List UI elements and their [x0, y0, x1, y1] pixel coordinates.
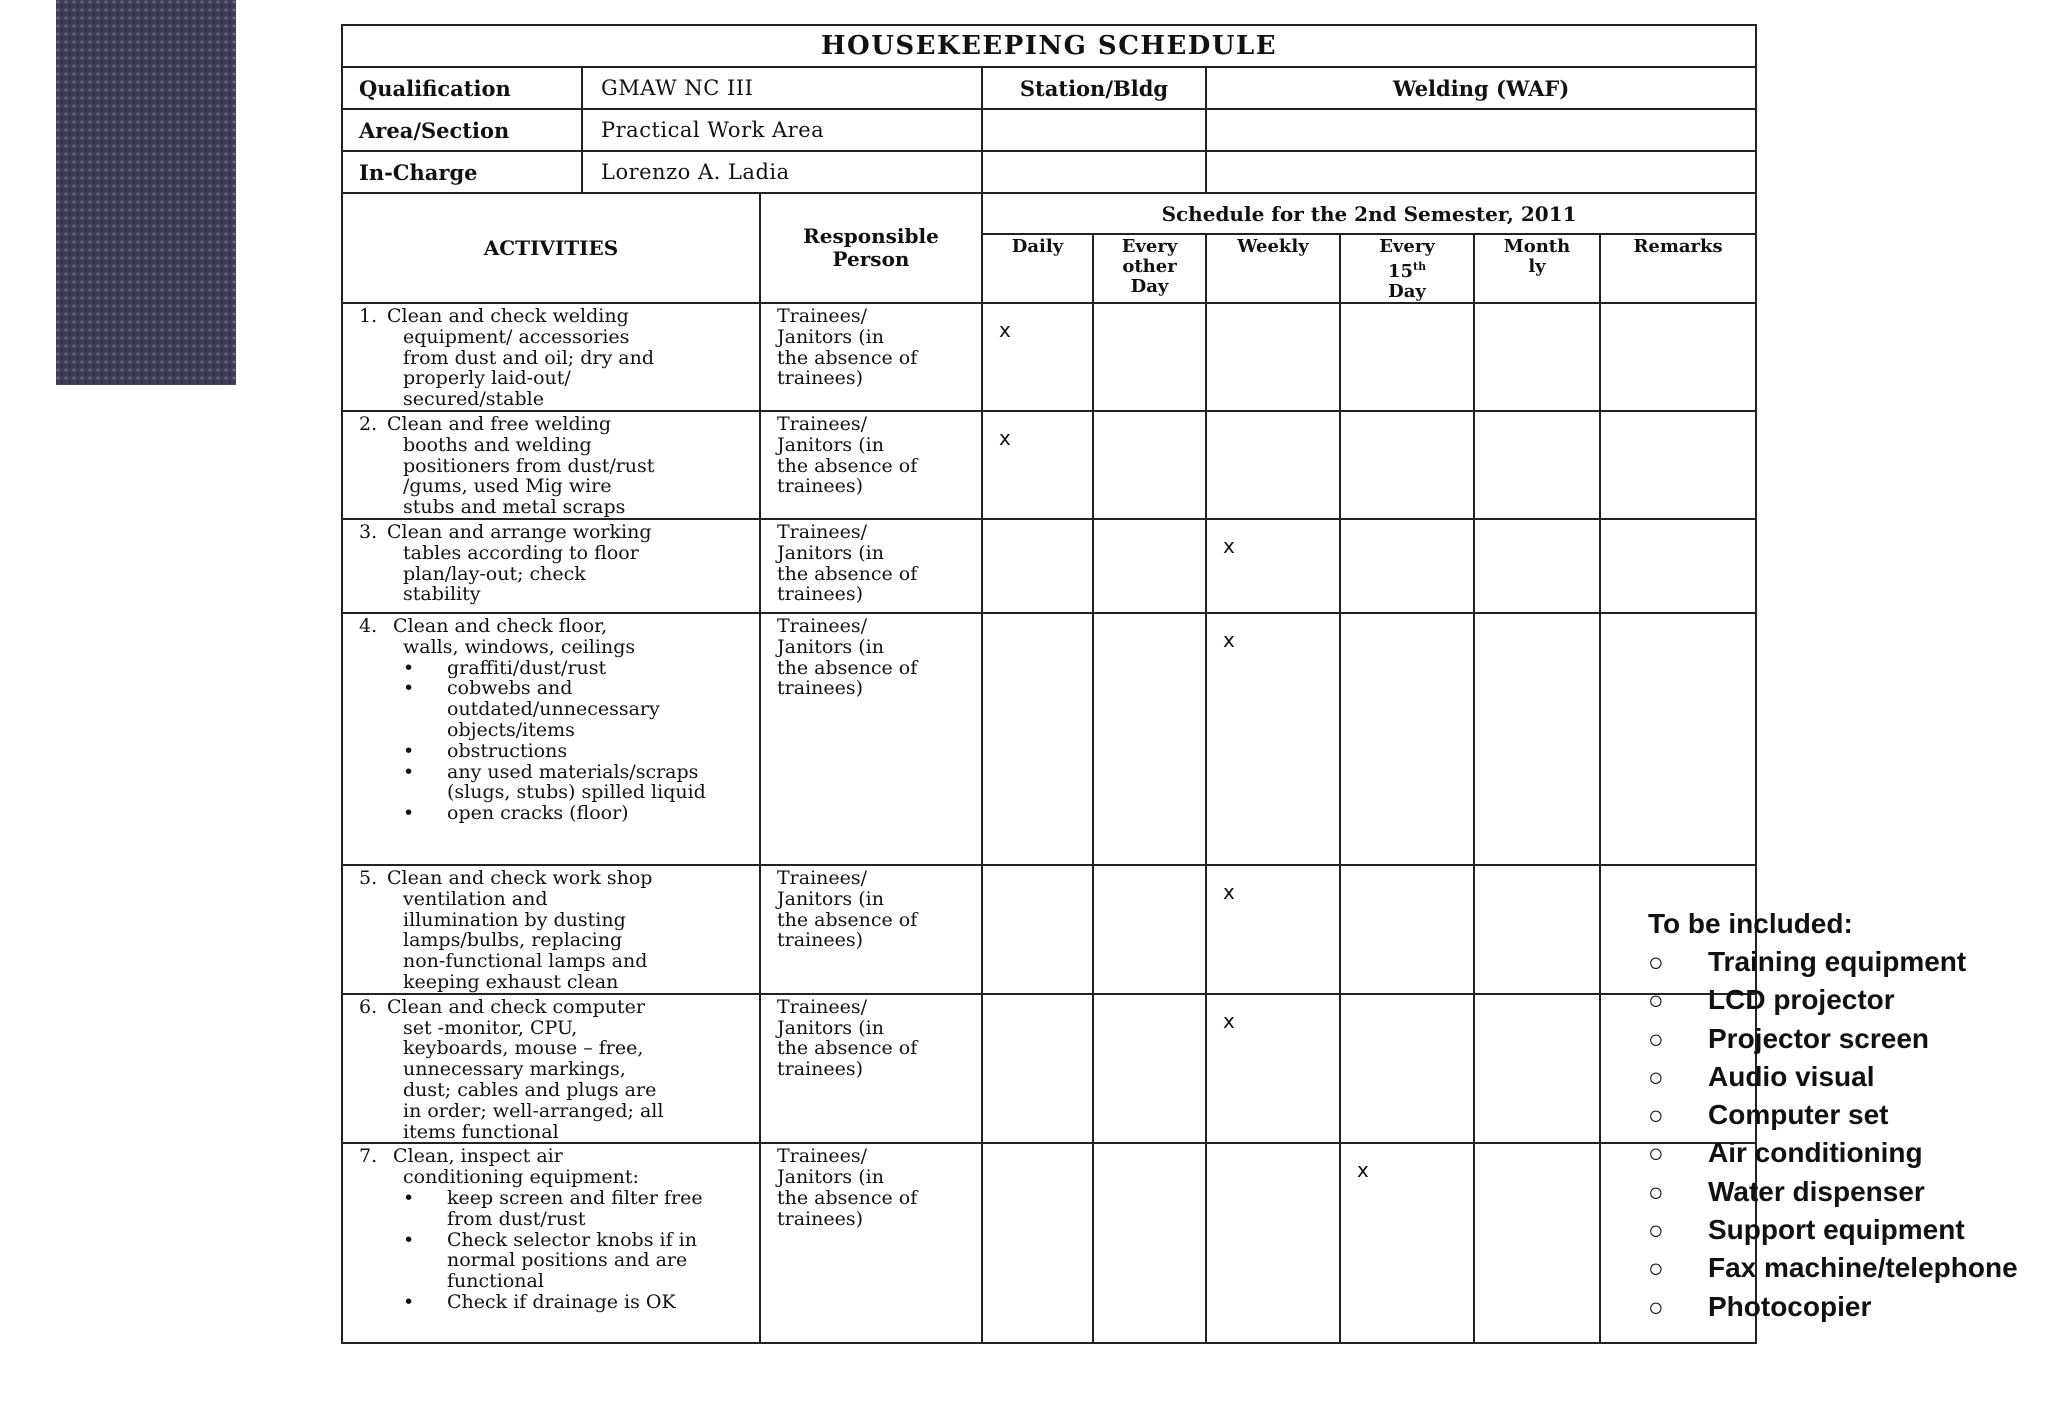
activity-line: /gums, used Mig wire	[403, 475, 612, 498]
frequency-cell	[1600, 519, 1756, 613]
responsible-line: trainees)	[777, 367, 864, 390]
activity-line: illumination by dusting	[403, 908, 626, 931]
responsible-line: trainees)	[777, 929, 864, 952]
activity-line: keyboards, mouse – free,	[403, 1037, 644, 1060]
activity-cell	[342, 865, 760, 994]
responsible-cell	[760, 865, 982, 994]
activity-first-line: Clean and check welding	[387, 305, 629, 327]
table-row	[342, 994, 1756, 1144]
responsible-header-line1: Responsible	[803, 224, 939, 248]
activity-bullet: • open cracks (floor)	[447, 803, 753, 824]
note-item-label: Photocopier	[1708, 1290, 1872, 1322]
frequency-cell	[1474, 613, 1600, 865]
responsible-line: the absence of	[777, 656, 918, 679]
note-item-label: Projector screen	[1708, 1022, 1929, 1054]
activity-bullet: • keep screen and filter free from dust/rust	[447, 1188, 753, 1230]
frequency-mark: x	[1223, 627, 1235, 652]
frequency-cell	[1340, 994, 1474, 1144]
responsible-line: the absence of	[777, 454, 918, 477]
responsible-cell	[760, 303, 982, 411]
remarks-header: Remarks	[1600, 234, 1756, 303]
circle-bullet-icon: ○	[1648, 1215, 1664, 1246]
table-row	[342, 1143, 1756, 1343]
activity-number: 4.	[359, 614, 378, 637]
responsible-line: Trainees/	[777, 520, 868, 543]
note-item-label: Audio visual	[1708, 1060, 1875, 1092]
activity-bullet: • graffiti/dust/rust	[447, 658, 753, 679]
activity-bullet: • any used materials/scraps (slugs, stubs) spilled liquid	[447, 762, 753, 804]
frequency-cell	[1206, 519, 1340, 613]
frequency-cell	[1474, 865, 1600, 994]
activity-cell	[342, 411, 760, 519]
responsible-line: Trainees/	[777, 614, 868, 637]
note-item-label: Fax machine/telephone	[1708, 1252, 2018, 1284]
responsible-line: the absence of	[777, 1186, 918, 1209]
schedule-header: Schedule for the 2nd Semester, 2011	[982, 193, 1756, 234]
responsible-line: trainees)	[777, 1058, 864, 1081]
activity-line: stability	[403, 583, 481, 606]
note-item	[1648, 1096, 2018, 1134]
every15-l3: Day	[1388, 281, 1426, 302]
responsible-line: the absence of	[777, 346, 918, 369]
frequency-cell	[1474, 994, 1600, 1144]
activity-line: from dust and oil; dry and	[403, 346, 654, 369]
activity-cell	[342, 994, 760, 1144]
frequency-mark: x	[1357, 1158, 1369, 1183]
activity-bullet: • Check if drainage is OK	[447, 1292, 753, 1313]
frequency-cell	[982, 411, 1093, 519]
activity-line: unnecessary markings,	[403, 1058, 626, 1081]
housekeeping-schedule-table	[341, 24, 1757, 1344]
incharge-value: Lorenzo A. Ladia	[582, 151, 982, 193]
frequency-cell	[1340, 519, 1474, 613]
activity-bullet: • obstructions	[447, 741, 753, 762]
circle-bullet-icon: ○	[1648, 1138, 1664, 1169]
frequency-cell	[982, 303, 1093, 411]
responsible-line: trainees)	[777, 1207, 864, 1230]
responsible-line: Trainees/	[777, 866, 868, 889]
circle-bullet-icon: ○	[1648, 985, 1664, 1016]
table-row	[342, 613, 1756, 865]
activity-line: walls, windows, ceilings	[403, 635, 636, 658]
frequency-cell	[1474, 519, 1600, 613]
responsible-line: Trainees/	[777, 305, 868, 327]
activity-line: items functional	[403, 1120, 559, 1143]
frequency-cell	[1093, 519, 1206, 613]
note-list	[1648, 943, 2018, 1326]
frequency-mark: x	[1223, 533, 1235, 558]
activity-bullet: • Check selector knobs if in normal positions and are functional	[447, 1230, 753, 1292]
station-value: Welding (WAF)	[1206, 67, 1756, 109]
weekly-header: Weekly	[1206, 234, 1340, 303]
monthly-header	[1474, 234, 1600, 303]
frequency-cell	[1340, 411, 1474, 519]
frequency-cell	[1093, 1143, 1206, 1343]
frequency-cell	[1340, 303, 1474, 411]
activity-number: 7.	[359, 1145, 378, 1168]
activity-first-line: Clean and check work shop	[387, 866, 653, 889]
circle-bullet-icon: ○	[1648, 1023, 1664, 1054]
area-station-blank	[982, 109, 1206, 151]
activity-first-line: Clean, inspect air	[387, 1145, 563, 1168]
activity-first-line: Clean and arrange working	[387, 520, 652, 543]
activity-line: booths and welding	[403, 433, 592, 456]
area-value: Practical Work Area	[582, 109, 982, 151]
activity-number: 6.	[359, 995, 378, 1018]
note-item	[1648, 1288, 2018, 1326]
activity-cell	[342, 613, 760, 865]
incharge-station-blank	[982, 151, 1206, 193]
activity-line: lamps/bulbs, replacing	[403, 929, 623, 952]
responsible-person-header	[760, 193, 982, 303]
activity-rows	[342, 303, 1756, 1343]
responsible-cell	[760, 994, 982, 1144]
frequency-cell	[1340, 1143, 1474, 1343]
frequency-cell	[1093, 303, 1206, 411]
area-label: Area/Section	[342, 109, 582, 151]
responsible-line: Trainees/	[777, 1145, 868, 1168]
to-be-included-note	[1648, 905, 2018, 1326]
note-item	[1648, 1249, 2018, 1287]
responsible-line: trainees)	[777, 677, 864, 700]
responsible-line: trainees)	[777, 583, 864, 606]
frequency-mark: x	[999, 425, 1011, 450]
every15-l1: Every	[1379, 236, 1435, 257]
note-item	[1648, 943, 2018, 981]
frequency-cell	[1093, 994, 1206, 1144]
activity-number: 1.	[359, 305, 378, 327]
frequency-cell	[982, 1143, 1093, 1343]
frequency-cell	[1093, 613, 1206, 865]
frequency-mark: x	[1223, 1008, 1235, 1033]
activity-line: positioners from dust/rust	[403, 454, 655, 477]
activity-bullets	[359, 658, 753, 824]
every15-sup: th	[1412, 260, 1427, 273]
responsible-line: Janitors (in	[777, 1166, 884, 1189]
note-item	[1648, 1020, 2018, 1058]
responsible-line: the absence of	[777, 562, 918, 585]
frequency-cell	[982, 865, 1093, 994]
frequency-cell	[1206, 865, 1340, 994]
station-label: Station/Bldg	[982, 67, 1206, 109]
note-item-label: Water dispenser	[1708, 1175, 1925, 1207]
responsible-cell	[760, 613, 982, 865]
monthly-l2: ly	[1528, 256, 1546, 277]
schedule-title: HOUSEKEEPING SCHEDULE	[342, 25, 1756, 67]
note-item-label: Air conditioning	[1708, 1137, 1923, 1169]
every-15th-day-header	[1340, 234, 1474, 303]
note-item-label: LCD projector	[1708, 984, 1895, 1016]
activity-line: secured/stable	[403, 388, 544, 411]
table-row	[342, 519, 1756, 613]
area-station-value-blank	[1206, 109, 1756, 151]
note-item	[1648, 1211, 2018, 1249]
circle-bullet-icon: ○	[1648, 1176, 1664, 1207]
responsible-line: Janitors (in	[777, 433, 884, 456]
activity-number: 2.	[359, 412, 378, 435]
table-row	[342, 411, 1756, 519]
responsible-line: trainees)	[777, 475, 864, 498]
every-other-l1: Every	[1121, 236, 1178, 257]
frequency-cell	[1600, 411, 1756, 519]
responsible-cell	[760, 411, 982, 519]
circle-bullet-icon: ○	[1648, 1061, 1664, 1092]
responsible-line: Janitors (in	[777, 635, 884, 658]
activity-bullets	[359, 1188, 753, 1313]
responsible-line: Trainees/	[777, 995, 868, 1018]
every-other-l2: other	[1122, 256, 1177, 277]
activity-line: dust; cables and plugs are	[403, 1078, 657, 1101]
frequency-cell	[1206, 994, 1340, 1144]
frequency-cell	[1340, 865, 1474, 994]
activity-line: tables according to floor	[403, 541, 639, 564]
activity-line: plan/lay-out; check	[403, 562, 586, 585]
activity-number: 5.	[359, 866, 378, 889]
frequency-cell	[982, 994, 1093, 1144]
circle-bullet-icon: ○	[1648, 1100, 1664, 1131]
responsible-line: Janitors (in	[777, 541, 884, 564]
frequency-cell	[1093, 865, 1206, 994]
activities-header: ACTIVITIES	[342, 193, 760, 303]
responsible-line: Janitors (in	[777, 325, 884, 348]
frequency-cell	[982, 613, 1093, 865]
monthly-l1: Month	[1503, 236, 1571, 257]
note-item	[1648, 1058, 2018, 1096]
note-item-label: Support equipment	[1708, 1214, 1965, 1246]
activity-line: set -monitor, CPU,	[403, 1016, 578, 1039]
activity-number: 3.	[359, 520, 378, 543]
activity-line: equipment/ accessories	[403, 325, 630, 348]
incharge-label: In-Charge	[342, 151, 582, 193]
responsible-line: Trainees/	[777, 412, 868, 435]
responsible-cell	[760, 519, 982, 613]
note-item	[1648, 1134, 2018, 1172]
frequency-cell	[1474, 1143, 1600, 1343]
activity-first-line: Clean and free welding	[387, 412, 612, 435]
activity-cell	[342, 1143, 760, 1343]
qualification-value: GMAW NC III	[582, 67, 982, 109]
incharge-station-value-blank	[1206, 151, 1756, 193]
decorative-pattern-strip	[56, 0, 236, 385]
responsible-line: the absence of	[777, 908, 918, 931]
frequency-cell	[1600, 613, 1756, 865]
note-heading: To be included:	[1648, 908, 1853, 939]
frequency-cell	[1206, 303, 1340, 411]
responsible-header-line2: Person	[832, 247, 910, 271]
frequency-cell	[1206, 613, 1340, 865]
activity-line: keeping exhaust clean	[403, 970, 619, 993]
table-row	[342, 303, 1756, 411]
activity-line: stubs and metal scraps	[403, 496, 626, 519]
frequency-cell	[1093, 411, 1206, 519]
activity-first-line: Clean and check floor,	[387, 614, 608, 637]
responsible-line: Janitors (in	[777, 1016, 884, 1039]
responsible-line: Janitors (in	[777, 887, 884, 910]
note-item	[1648, 981, 2018, 1019]
every-other-l3: Day	[1130, 276, 1169, 297]
frequency-cell	[1474, 303, 1600, 411]
frequency-cell	[1474, 411, 1600, 519]
frequency-cell	[1600, 303, 1756, 411]
every-other-day-header	[1093, 234, 1206, 303]
circle-bullet-icon: ○	[1648, 947, 1664, 977]
activity-first-line: Clean and check computer	[387, 995, 646, 1018]
frequency-mark: x	[999, 318, 1011, 342]
table-row	[342, 865, 1756, 994]
activity-cell	[342, 303, 760, 411]
note-item-label: Computer set	[1708, 1099, 1889, 1131]
frequency-cell	[1206, 1143, 1340, 1343]
responsible-line: the absence of	[777, 1037, 918, 1060]
note-item-label: Training equipment	[1708, 946, 1967, 977]
circle-bullet-icon: ○	[1648, 1253, 1664, 1284]
frequency-cell	[982, 519, 1093, 613]
frequency-mark: x	[1223, 879, 1235, 904]
daily-header: Daily	[982, 234, 1093, 303]
note-item	[1648, 1173, 2018, 1211]
activity-line: non-functional lamps and	[403, 950, 648, 973]
activity-cell	[342, 519, 760, 613]
circle-bullet-icon: ○	[1648, 1291, 1664, 1322]
frequency-cell	[1206, 411, 1340, 519]
frequency-cell	[1340, 613, 1474, 865]
activity-line: properly laid-out/	[403, 367, 571, 390]
qualification-label: Qualification	[342, 67, 582, 109]
activity-line: ventilation and	[403, 887, 548, 910]
activity-line: conditioning equipment:	[403, 1166, 639, 1189]
every15-l2: 15	[1387, 261, 1413, 282]
activity-line: in order; well-arranged; all	[403, 1099, 664, 1122]
activity-bullet: • cobwebs and outdated/unnecessary objects/items	[447, 678, 753, 740]
responsible-cell	[760, 1143, 982, 1343]
